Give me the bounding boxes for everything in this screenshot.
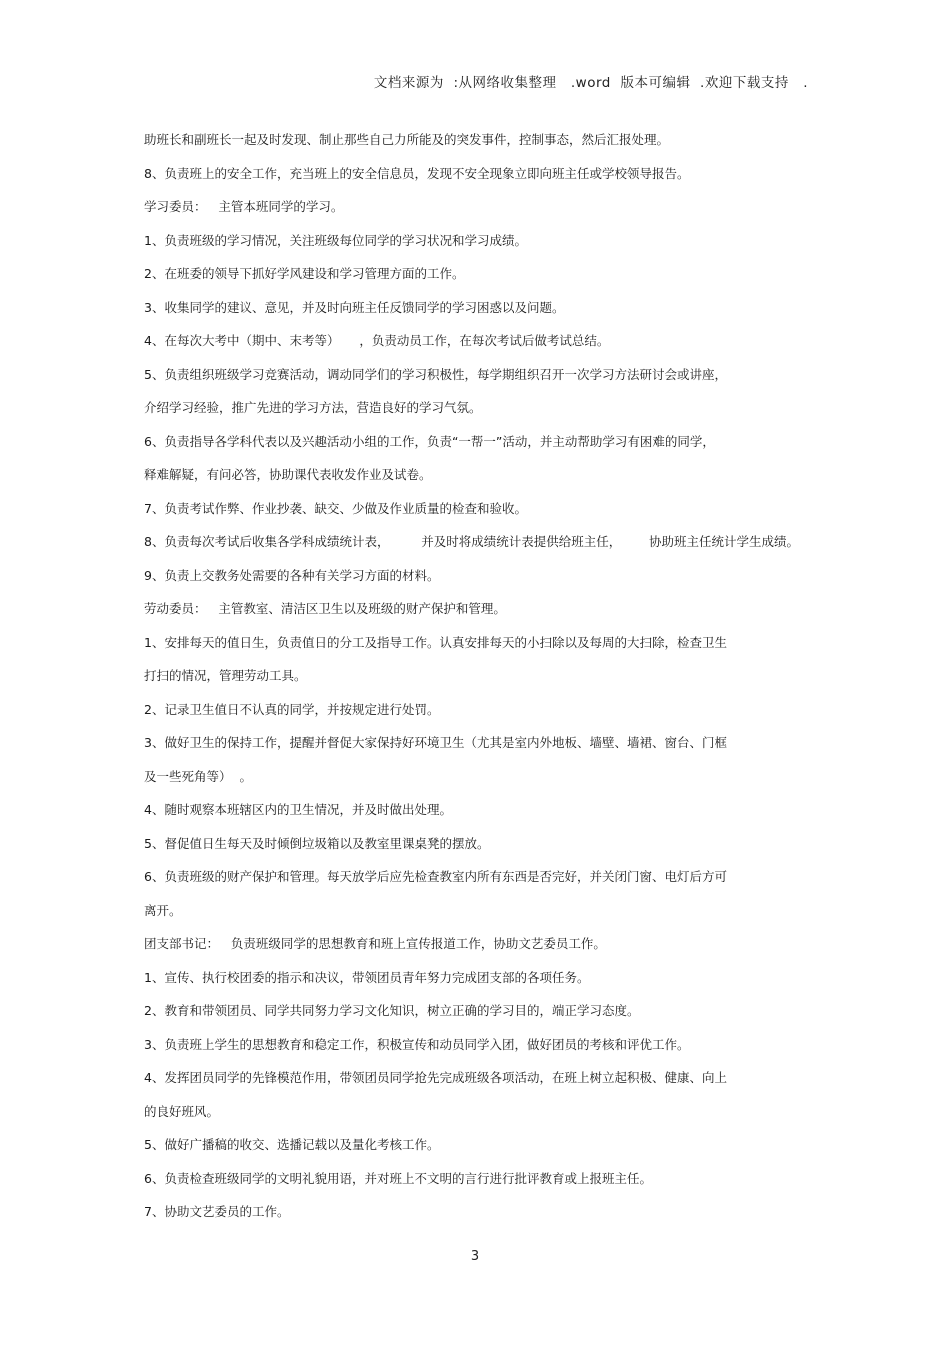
text-line: 离开。 <box>144 902 182 918</box>
page-header: 文档来源为 :从网络收集整理 .word 版本可编辑 .欢迎下载支持 . <box>373 75 808 91</box>
text-line: 8、负责班上的安全工作，充当班上的安全信息员，发现不安全现象立即向班主任或学校领导报告。 <box>144 165 690 181</box>
section-heading: 劳动委员： 主管教室、清洁区卫生以及班级的财产保护和管理。 <box>144 601 506 616</box>
text-line: 7、协助文艺委员的工作。 <box>144 1204 290 1219</box>
text-line: 打扫的情况，管理劳动工具。 <box>144 668 307 683</box>
text-line: 8、负责每次考试后收集各学科成绩统计表， 并及时将成绩统计表提供给班主任， 协助班主任统计学生成绩。 <box>144 534 800 549</box>
text-line: 2、在班委的领导下抓好学风建设和学习管理方面的工作。 <box>144 266 465 281</box>
text-line: 2、记录卫生值日不认真的同学，并按规定进行处罚。 <box>144 701 440 717</box>
text-line: 及一些死角等） 。 <box>144 768 252 784</box>
section-heading: 团支部书记： 负责班级同学的思想教育和班上宣传报道工作，协助文艺委员工作。 <box>144 936 606 951</box>
text-line: 5、做好广播稿的收交、选播记载以及量化考核工作。 <box>144 1137 440 1152</box>
text-line: 5、负责组织班级学习竞赛活动，调动同学们的学习积极性，每学期组织召开一次学习方法研讨会或讲座， <box>144 366 727 382</box>
text-line: 6、负责班级的财产保护和管理。每天放学后应先检查教室内所有东西是否完好，并关闭门窗、电灯后方可 <box>144 869 727 884</box>
text-line: 4、在每次大考中（期中、末考等） ，负责动员工作，在每次考试后做考试总结。 <box>144 333 610 348</box>
text-line: 介绍学习经验，推广先进的学习方法，营造良好的学习气氛。 <box>144 400 482 415</box>
text-line: 6、负责指导各学科代表以及兴趣活动小组的工作，负责“一帮一”活动，并主动帮助学习有困难的同学， <box>144 433 715 449</box>
text-line: 6、负责检查班级同学的文明礼貌用语，并对班上不文明的言行进行批评教育或上报班主任。 <box>144 1170 652 1186</box>
text-line: 3、收集同学的建议、意见，并及时向班主任反馈同学的学习困惑以及问题。 <box>144 299 565 315</box>
text-line: 5、督促值日生每天及时倾倒垃圾箱以及教室里课桌凳的摆放。 <box>144 835 490 851</box>
document-body <box>144 123 824 1229</box>
text-line: 4、发挥团员同学的先锋模范作用，带领团员同学抢先完成班级各项活动，在班上树立起积极、健康、向上 <box>144 1070 727 1085</box>
section-heading: 学习委员： 主管本班同学的学习。 <box>144 199 344 214</box>
text-line: 1、负责班级的学习情况，关注班级每位同学的学习状况和学习成绩。 <box>144 232 527 248</box>
text-line: 助班长和副班长一起及时发现、制止那些自己力所能及的突发事件，控制事态，然后汇报处理。 <box>144 132 670 147</box>
text-line: 3、负责班上学生的思想教育和稳定工作，积极宣传和动员同学入团，做好团员的考核和评优工作。 <box>144 1036 690 1052</box>
text-line: 2、教育和带领团员、同学共同努力学习文化知识，树立正确的学习目的，端正学习态度。 <box>144 1003 640 1018</box>
text-line: 4、随时观察本班辖区内的卫生情况，并及时做出处理。 <box>144 802 452 817</box>
text-line: 1、安排每天的值日生，负责值日的分工及指导工作。认真安排每天的小扫除以及每周的大扫除，检查卫生 <box>144 634 727 650</box>
text-line: 1、宣传、执行校团委的指示和决议，带领团员青年努力完成团支部的各项任务。 <box>144 969 590 985</box>
text-line: 的良好班风。 <box>144 1103 220 1119</box>
text-line: 7、负责考试作弊、作业抄袭、缺交、少做及作业质量的检查和验收。 <box>144 500 527 516</box>
page-number: 3 <box>470 1249 480 1264</box>
text-line: 3、做好卫生的保持工作，提醒并督促大家保持好环境卫生（尤其是室内外地板、墙壁、墙裙、窗台、门框 <box>144 735 727 750</box>
text-line: 9、负责上交教务处需要的各种有关学习方面的材料。 <box>144 567 440 583</box>
text-line: 释难解疑，有问必答，协助课代表收发作业及试卷。 <box>144 467 432 482</box>
